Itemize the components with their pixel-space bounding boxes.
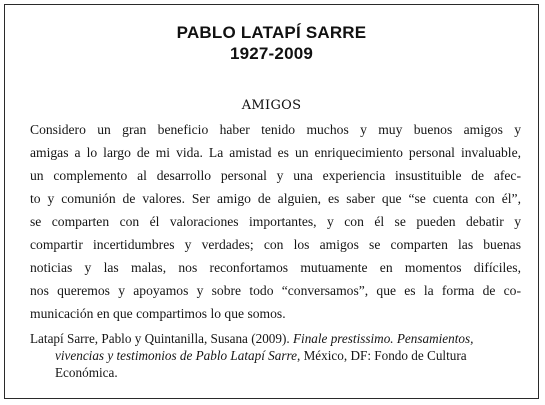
body-paragraph: [30, 118, 521, 325]
paragraph-line: Considero un gran beneficio haber tenido muchos y muy buenos amigos y: [30, 122, 521, 137]
reference-line: [30, 330, 525, 347]
reference-line: [30, 364, 525, 381]
reference-title: Finale prestissimo. Pensamientos,: [292, 331, 474, 346]
paragraph-line: municación en que compartimos lo que somos.: [30, 306, 286, 321]
document-frame: [4, 4, 539, 399]
reference-authors: Latapí Sarre, Pablo y Quintanilla, Susana (2009).: [30, 331, 293, 346]
paragraph-line: un complemento al desarrollo personal y una experiencia insustituible de afec-: [30, 168, 521, 183]
author-years: 1927-2009: [229, 44, 314, 63]
reference-publisher: , México, DF: Fondo de Cultura: [296, 348, 467, 363]
page-header: [5, 22, 538, 64]
paragraph-line: se comparten con él valoraciones importantes, y con él se pueden debatir y: [30, 214, 521, 229]
paragraph-line: noticias y las malas, nos reconfortamos mutuamente en momentos difíciles,: [30, 260, 521, 275]
paragraph-line: amigas a lo largo de mi vida. La amistad es un enriquecimiento personal invaluable,: [30, 145, 521, 160]
section-title: AMIGOS: [241, 98, 302, 113]
reference-line: [30, 347, 525, 364]
reference-title: vivencias y testimonios de Pablo Latapí Sarre: [55, 348, 297, 363]
paragraph-line: to y comunión de valores. Ser amigo de alguien, es saber que “se cuenta con él”,: [30, 191, 521, 206]
paragraph-line: nos queremos y apoyamos y sobre todo “conversamos”, que es la forma de co-: [30, 283, 521, 298]
bibliographic-reference: [30, 330, 525, 381]
paragraph-line: compartir incertidumbres y verdades; con los amigos se comparten las buenas: [30, 237, 521, 252]
reference-publisher: Económica.: [55, 365, 118, 380]
author-name: PABLO LATAPÍ SARRE: [176, 23, 367, 42]
